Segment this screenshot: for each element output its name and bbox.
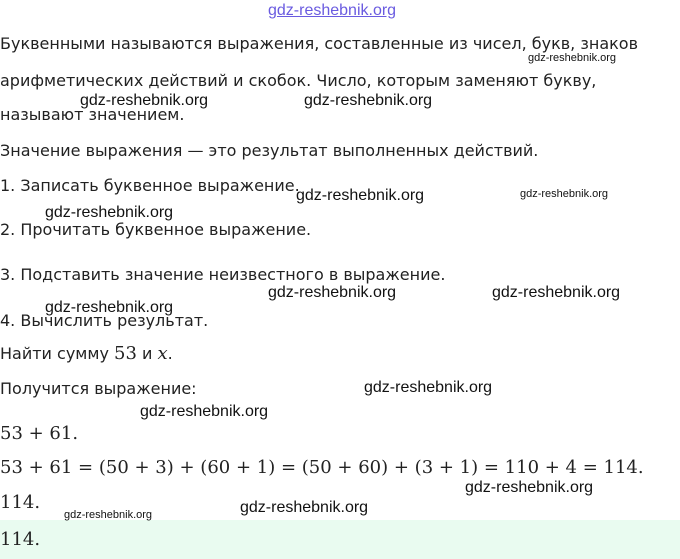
task-conj: и [136, 344, 158, 363]
answer-box [0, 520, 680, 559]
step-1: 1. Записать буквенное выражение. [0, 176, 300, 195]
watermark: gdz-reshebnik.org [492, 284, 621, 301]
answer-value: 114. [0, 529, 41, 550]
watermark: gdz-reshebnik.org [304, 92, 433, 109]
watermark: gdz-reshebnik.org [268, 284, 397, 301]
watermark: gdz-reshebnik.org [520, 188, 609, 200]
watermark: gdz-reshebnik.org [45, 204, 174, 221]
task-suffix: . [167, 344, 173, 363]
step-3: 3. Подставить значение неизвестного в выражение. [0, 265, 446, 284]
task-number: 53 [114, 343, 137, 364]
task-variable: x [157, 343, 168, 364]
task-prefix: Найти сумму [0, 344, 114, 363]
math-calculation: 53 + 61 = (50 + 3) + (60 + 1) = (50 + 60) + (3 + 1) = 110 + 4 = 114. [0, 457, 644, 478]
watermark: gdz-reshebnik.org [140, 403, 269, 420]
math-expression: 53 + 61. [0, 423, 79, 444]
step-2: 2. Прочитать буквенное выражение. [0, 220, 312, 239]
watermark: gdz-reshebnik.org [240, 499, 369, 516]
watermark: gdz-reshebnik.org [64, 509, 153, 521]
watermark: gdz-reshebnik.org [528, 52, 617, 64]
watermark: gdz-reshebnik.org [80, 92, 209, 109]
theory-line-1: Буквенными называются выражения, составленные из чисел, букв, знаков [0, 34, 638, 53]
step-4: 4. Вычислить результат. [0, 311, 209, 330]
theory-line-3: называют значением. [0, 105, 185, 124]
watermark: gdz-reshebnik.org [45, 299, 174, 316]
watermark: gdz-reshebnik.org [364, 379, 493, 396]
math-result: 114. [0, 492, 41, 513]
watermark-top-link[interactable]: gdz-reshebnik.org [268, 2, 397, 19]
theory-line-4: Значение выражения — это результат выполненных действий. [0, 141, 539, 160]
watermark: gdz-reshebnik.org [296, 187, 425, 204]
watermark: gdz-reshebnik.org [465, 479, 594, 496]
result-label: Получится выражение: [0, 379, 197, 398]
task-statement [0, 343, 173, 365]
theory-line-2: арифметических действий и скобок. Число, которым заменяют букву, [0, 71, 597, 90]
